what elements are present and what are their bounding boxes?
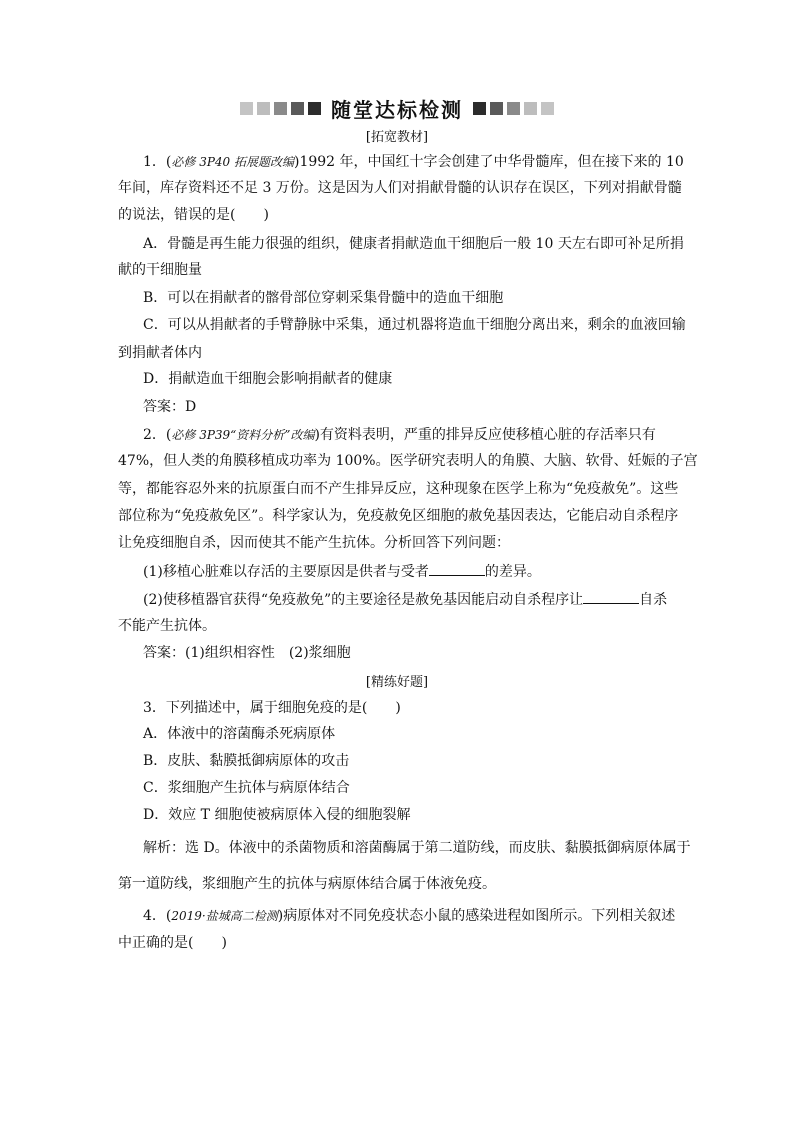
- decor-square-icon: [308, 102, 321, 115]
- q2-line: 47%，但人类的角膜移植成功率为 100%。医学研究表明人的角膜、大脑、软骨、妊娠的子宫: [118, 453, 698, 469]
- q1-source: 必修 3P40 拓展题改编: [171, 155, 294, 169]
- decor-square-icon: [473, 102, 486, 115]
- q1-option-a: A．骨髓是再生能力很强的组织，健康者捐献造血干细胞后一般 10 天左右即可补足所捐: [143, 236, 684, 252]
- answer-blank: [583, 589, 639, 604]
- q2-answer: 答案：(1)组织相容性 (2)浆细胞: [143, 645, 351, 661]
- decor-square-icon: [274, 102, 287, 115]
- q3-option-c: C．浆细胞产生抗体与病原体结合: [143, 780, 350, 796]
- decor-square-icon: [257, 102, 270, 115]
- q4-line: [143, 906, 678, 926]
- q1-option-c-cont: 到捐献者体内: [118, 345, 202, 361]
- q1-option-c: C．可以从捐献者的手臂静脉中采集，通过机器将造血干细胞分离出来，剩余的血液回输: [143, 317, 686, 333]
- q4-number: 4．(: [143, 908, 172, 924]
- q1-line: 年间，库存资料还不足 3 万份。这是因为人们对捐献骨髓的认识存在误区，下列对捐献骨髓: [118, 180, 682, 196]
- section-heading-practice: [精练好题]: [365, 675, 429, 690]
- q2-number: 2．(: [143, 427, 172, 443]
- q1-option-a-cont: 献的干细胞量: [118, 262, 202, 278]
- q2-text: )有资料表明，严重的排异反应使移植心脏的存活率只有: [314, 427, 656, 443]
- q2-s2-text: (2)使移植器官获得“免疫赦免”的主要途径是赦免基因能启动自杀程序让: [143, 592, 584, 608]
- q2-subquestion-2: [143, 589, 678, 610]
- q1-text: )1992 年，中国红十字会创建了中华骨髓库，但在接下来的 10: [293, 154, 684, 170]
- q2-source: 必修 3P39“资料分析”改编: [171, 428, 315, 442]
- q3-stem: 3．下列描述中，属于细胞免疫的是( ): [143, 700, 401, 716]
- q2-line: 部位称为“免疫赦免区”。科学家认为，免疫赦免区细胞的赦免基因表达，它能启动自杀程序: [118, 508, 679, 524]
- decor-square-icon: [291, 102, 304, 115]
- q4-text: )病原体对不同免疫状态小鼠的感染进程如图所示。下列相关叙述: [277, 908, 676, 924]
- section-heading-expand: [拓宽教材]: [365, 130, 429, 145]
- q1-number: 1．(: [143, 154, 172, 170]
- q1-option-d: D．捐献造血干细胞会影响捐献者的健康: [143, 371, 393, 387]
- answer-blank: [429, 561, 485, 576]
- q4-source: 2019·盐城高二检测: [171, 909, 278, 923]
- page-title: 随堂达标检测: [331, 97, 463, 122]
- q2-subquestion-1: [143, 561, 678, 582]
- q2-s2-text-end: 自杀: [639, 592, 668, 608]
- q1-option-b: B．可以在捐献者的髂骨部位穿刺采集骨髓中的造血干细胞: [143, 290, 504, 306]
- q3-option-d: D．效应 T 细胞使被病原体入侵的细胞裂解: [143, 807, 411, 823]
- q3-explanation-cont: 第一道防线，浆细胞产生的抗体与病原体结合属于体液免疫。: [118, 876, 496, 892]
- decor-square-icon: [541, 102, 554, 115]
- title-row: [0, 93, 794, 123]
- q2-s1-text-end: 的差异。: [484, 564, 541, 580]
- q2-line: 让免疫细胞自杀，因而使其不能产生抗体。分析回答下列问题：: [118, 535, 510, 551]
- decor-square-icon: [507, 102, 520, 115]
- q2-line: [143, 425, 678, 445]
- q3-explanation: 解析：选 D。体液中的杀菌物质和溶菌酶属于第二道防线，而皮肤、黏膜抵御病原体属于: [143, 840, 691, 856]
- q2-line: 等，都能容忍外来的抗原蛋白而不产生排异反应，这种现象在医学上称为“免疫赦免”。这些: [118, 481, 679, 497]
- q1-line: [143, 152, 684, 172]
- q4-line: 中正确的是( ): [118, 935, 227, 951]
- q2-s1-text: (1)移植心脏难以存活的主要原因是供者与受者: [143, 564, 429, 580]
- q1-line: 的说法，错误的是( ): [118, 207, 269, 223]
- q1-answer: 答案：D: [143, 399, 197, 415]
- q3-option-a: A．体液中的溶菌酶杀死病原体: [143, 726, 336, 742]
- q3-option-b: B．皮肤、黏膜抵御病原体的攻击: [143, 753, 350, 769]
- decor-square-icon: [524, 102, 537, 115]
- q2-subquestion-2-cont: 不能产生抗体。: [118, 618, 216, 634]
- decor-square-icon: [240, 102, 253, 115]
- decor-square-icon: [490, 102, 503, 115]
